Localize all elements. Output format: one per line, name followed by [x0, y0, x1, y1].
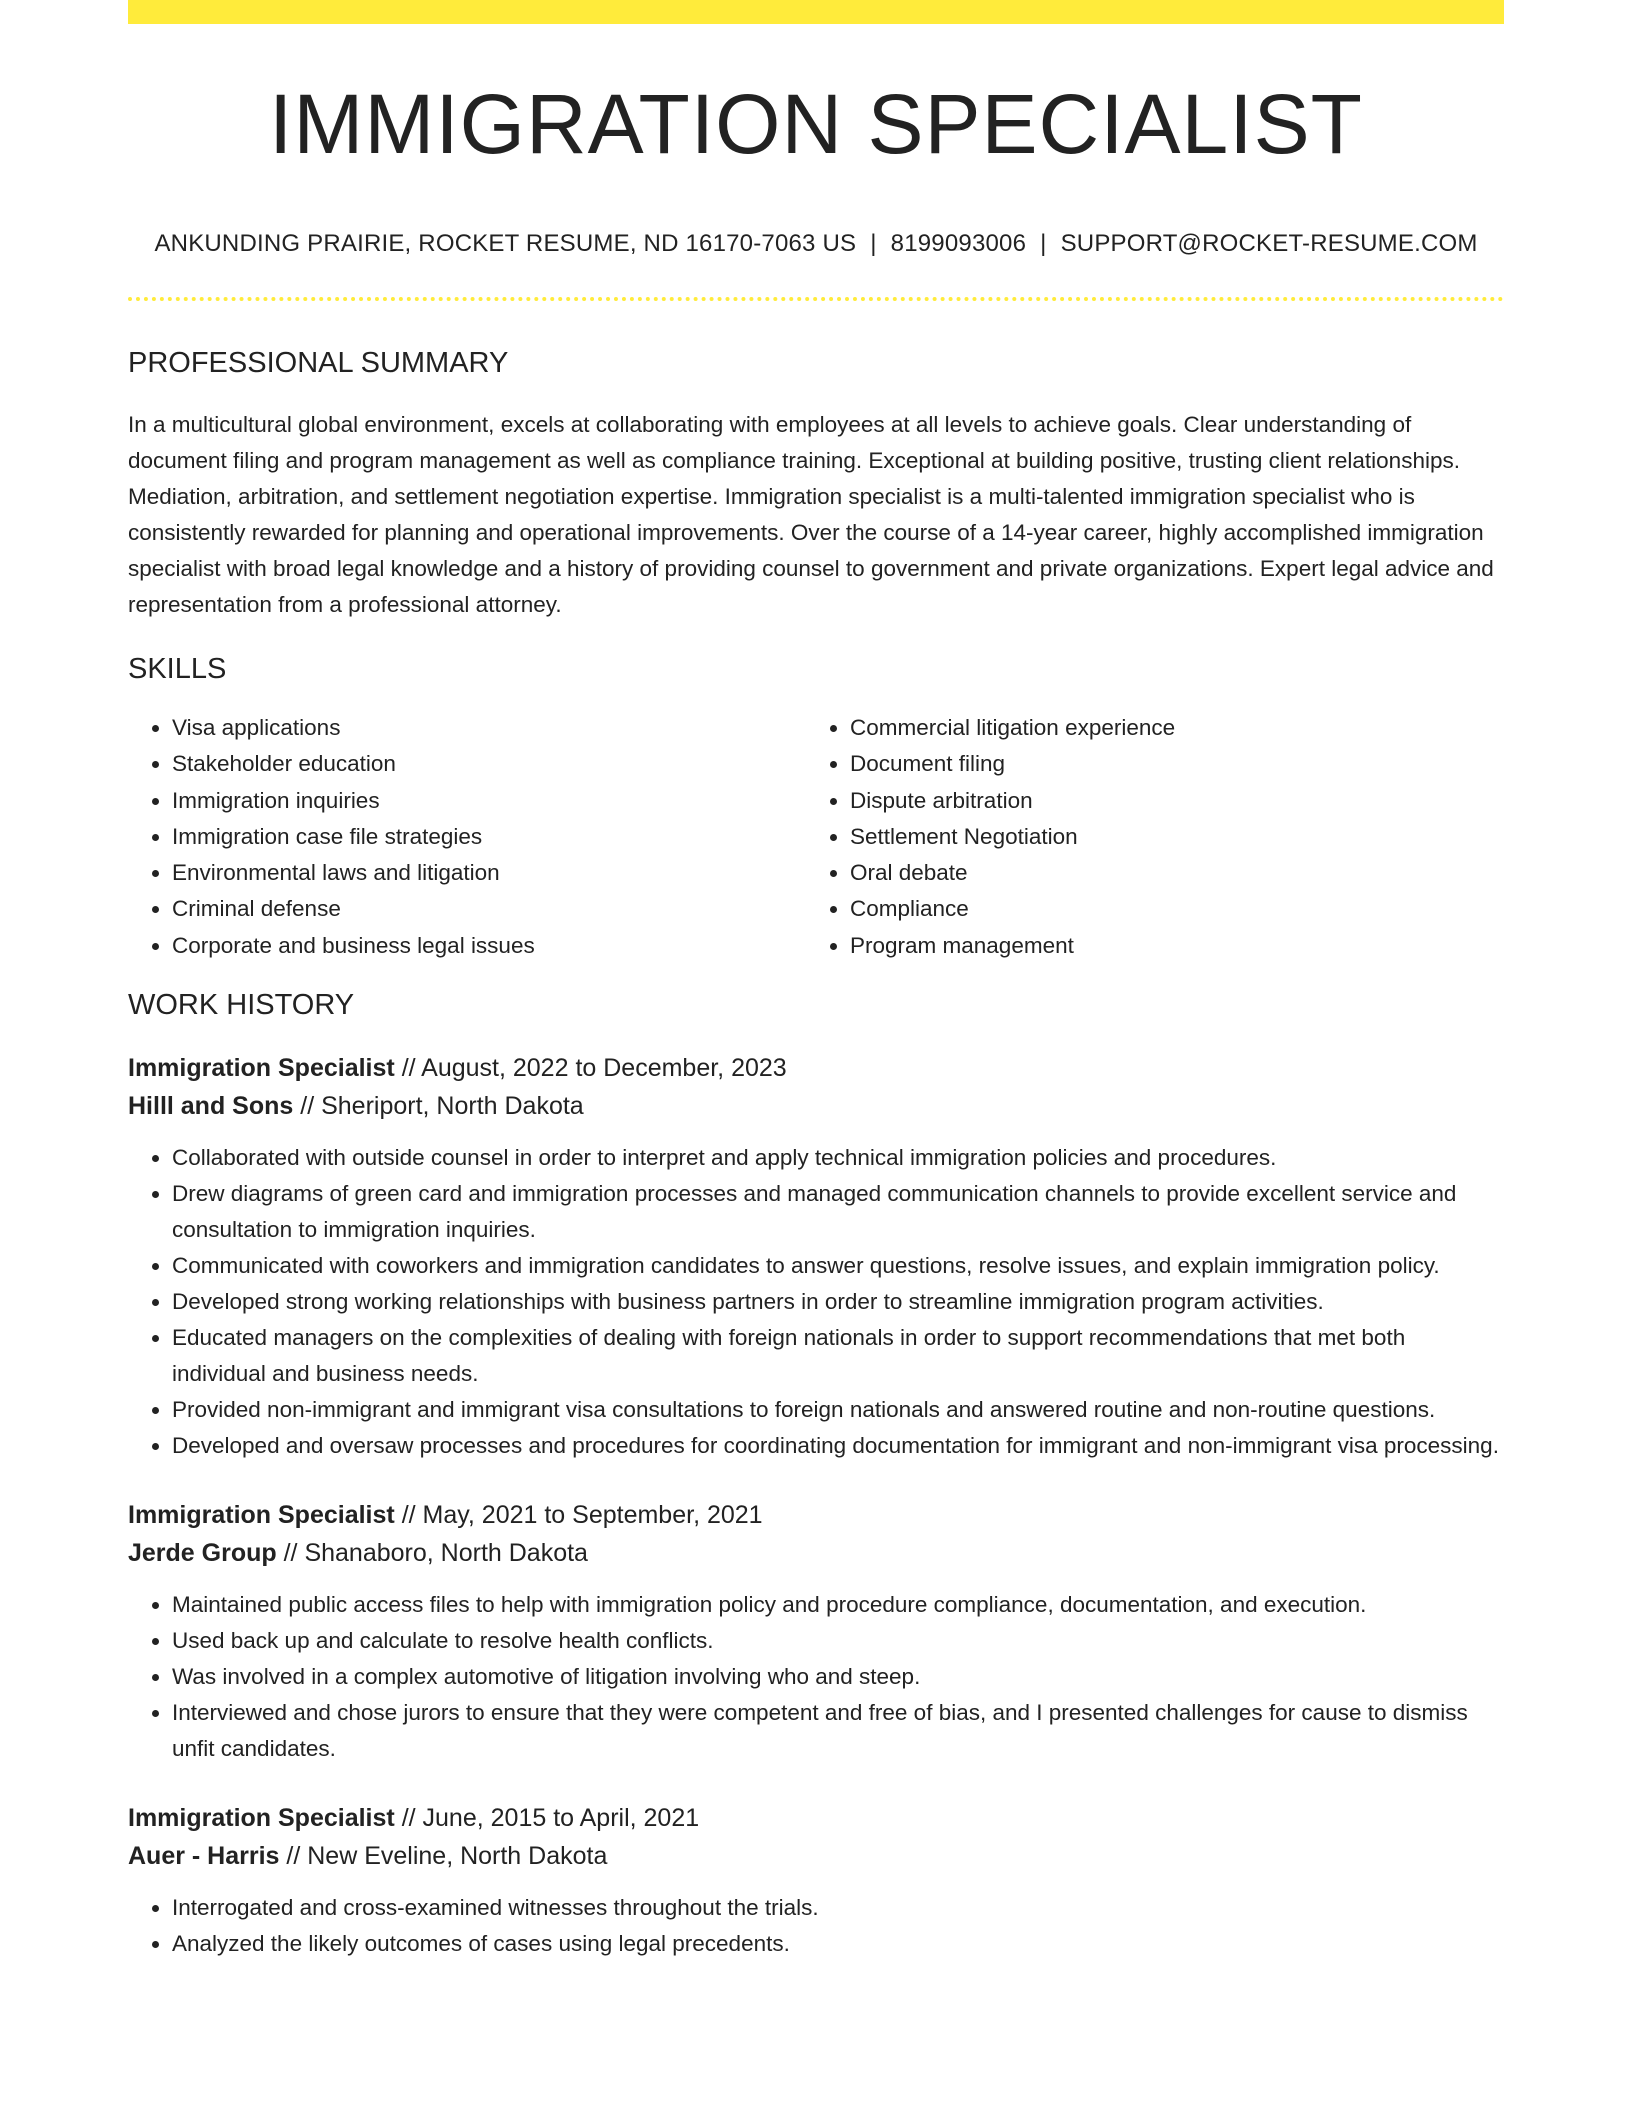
job-bullet: • Collaborated with outside counsel in order to interpret and apply technical immigration policies and procedures.	[172, 1140, 1504, 1176]
skill-item: • Criminal defense	[172, 891, 806, 927]
job-title-line	[128, 1496, 1504, 1534]
job-bullet: • Educated managers on the complexities of dealing with foreign nationals in order to support recommendations that met both individual and business needs.	[172, 1320, 1504, 1392]
skill-item: • Immigration case file strategies	[172, 819, 806, 855]
summary-text: In a multicultural global environment, excels at collaborating with employees at all levels to achieve goals. Clear understanding of document filing and program management as well as compliance training. Exceptional at building positive, trusting client relationships. Mediation, arbitration, and settlement negotiation expertise. Immigration specialist is a multi-talented immigration specialist who is consistently rewarded for planning and operational improvements. Over the course of a 14-year career, highly accomplished immigration specialist with broad legal knowledge and a history of providing counsel to government and private organizations. Expert legal advice and representation from a professional attorney.	[128, 412, 1494, 617]
job-company-line	[128, 1534, 1504, 1572]
job-company: Auer - Harris	[128, 1842, 280, 1871]
job-location: // Shanaboro, North Dakota	[276, 1539, 588, 1568]
job-dates: // August, 2022 to December, 2023	[394, 1054, 787, 1083]
skill-item: • Stakeholder education	[172, 746, 806, 782]
job-bullet: • Interrogated and cross-examined witnesses throughout the trials.	[172, 1890, 1504, 1926]
skills-heading: SKILLS	[128, 653, 227, 685]
work-history-heading: WORK HISTORY	[128, 989, 355, 1022]
job-company-line	[128, 1087, 1504, 1125]
skill-item: • Program management	[850, 928, 1484, 964]
job-bullet: • Was involved in a complex automotive of litigation involving who and steep.	[172, 1659, 1504, 1695]
job-location: // Sheriport, North Dakota	[293, 1092, 584, 1121]
skills-column-left	[128, 710, 806, 964]
job-bullet: • Used back up and calculate to resolve health conflicts.	[172, 1623, 1504, 1659]
job-entry	[128, 1799, 1504, 1962]
job-title-line	[128, 1799, 1504, 1837]
accent-bar	[128, 0, 1504, 24]
job-bullet: • Developed and oversaw processes and procedures for coordinating documentation for immigrant and non-immigrant visa processing.	[172, 1428, 1504, 1464]
job-bullet: • Communicated with coworkers and immigration candidates to answer questions, resolve issues, and explain immigration policy.	[172, 1248, 1504, 1284]
contact-address: ANKUNDING PRAIRIE, ROCKET RESUME, ND 16170-7063 US	[154, 230, 857, 257]
job-bullet: • Maintained public access files to help with immigration policy and procedure compliance, documentation, and execution.	[172, 1587, 1504, 1623]
skill-item: • Compliance	[850, 891, 1484, 927]
job-entry	[128, 1496, 1504, 1767]
job-dates: // May, 2021 to September, 2021	[394, 1501, 763, 1530]
skill-item: • Immigration inquiries	[172, 783, 806, 819]
job-role: Immigration Specialist	[128, 1054, 395, 1083]
skills-list	[128, 710, 1504, 964]
skill-item: • Document filing	[850, 746, 1484, 782]
job-bullet: • Interviewed and chose jurors to ensure that they were competent and free of bias, and I presented challenges for cause to dismiss unfit candidates.	[172, 1695, 1504, 1767]
job-location: // New Eveline, North Dakota	[279, 1842, 608, 1871]
job-role: Immigration Specialist	[128, 1804, 395, 1833]
skills-column-right	[806, 710, 1484, 964]
contact-line	[128, 230, 1504, 258]
job-bullets	[128, 1890, 1504, 1962]
contact-separator: |	[1040, 230, 1047, 257]
skill-item: • Settlement Negotiation	[850, 819, 1484, 855]
resume-title: IMMIGRATION SPECIALIST	[269, 77, 1363, 171]
contact-separator: |	[870, 230, 877, 257]
job-dates: // June, 2015 to April, 2021	[394, 1804, 700, 1833]
job-bullets	[128, 1587, 1504, 1767]
skill-item: • Dispute arbitration	[850, 783, 1484, 819]
resume-page	[128, 0, 1504, 1962]
skill-item: • Visa applications	[172, 710, 806, 746]
job-company: Hilll and Sons	[128, 1092, 294, 1121]
job-role: Immigration Specialist	[128, 1501, 395, 1530]
skill-item: • Oral debate	[850, 855, 1484, 891]
job-bullet: • Analyzed the likely outcomes of cases using legal precedents.	[172, 1926, 1504, 1962]
header-divider	[128, 297, 1504, 301]
summary-heading: PROFESSIONAL SUMMARY	[128, 347, 509, 379]
skill-item: • Environmental laws and litigation	[172, 855, 806, 891]
job-entry	[128, 1049, 1504, 1464]
skill-item: • Commercial litigation experience	[850, 710, 1484, 746]
contact-phone: 8199093006	[890, 230, 1027, 257]
job-company: Jerde Group	[128, 1539, 277, 1568]
job-bullet: • Drew diagrams of green card and immigration processes and managed communication channels to provide excellent service and consultation to immigration inquiries.	[172, 1176, 1504, 1248]
job-bullets	[128, 1140, 1504, 1464]
skill-item: • Corporate and business legal issues	[172, 928, 806, 964]
job-bullet: • Provided non-immigrant and immigrant visa consultations to foreign nationals and answered routine and non-routine questions.	[172, 1392, 1504, 1428]
job-title-line	[128, 1049, 1504, 1087]
contact-email: SUPPORT@ROCKET-RESUME.COM	[1060, 230, 1478, 257]
job-company-line	[128, 1837, 1504, 1875]
job-bullet: • Developed strong working relationships with business partners in order to streamline immigration program activities.	[172, 1284, 1504, 1320]
